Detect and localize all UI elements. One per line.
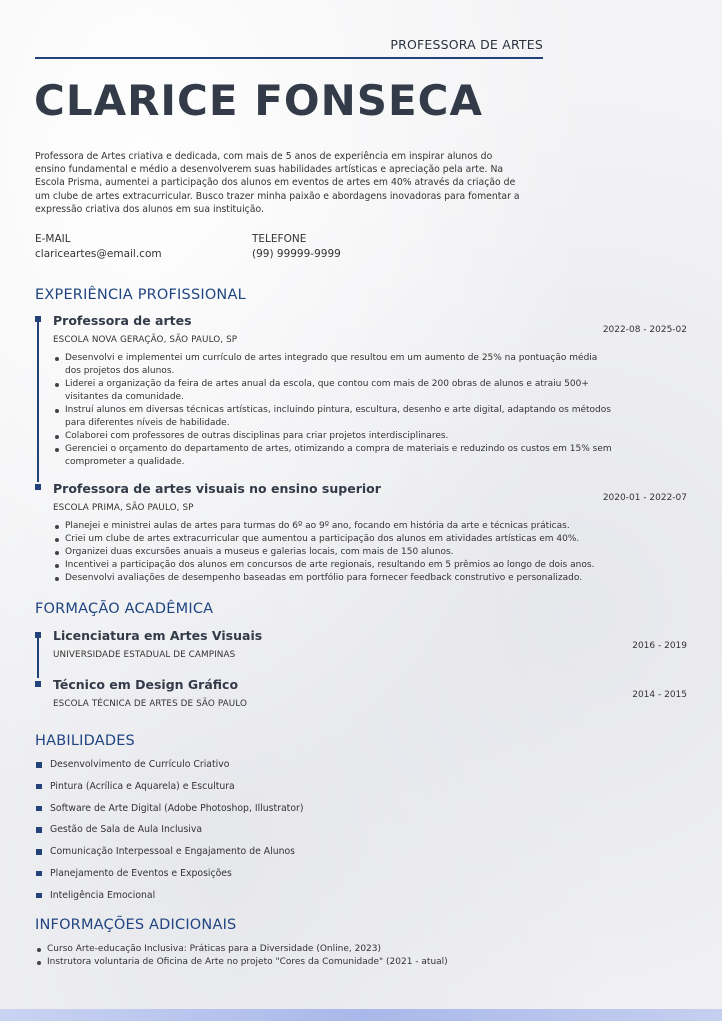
list-item: Desenvolvi avaliações de desempenho baseadas em portfólio para fornecer feedback construtivo e personalizado. bbox=[53, 572, 613, 585]
experience-dates: 2022-08 - 2025-02 bbox=[602, 325, 687, 335]
list-item: Organizei duas excursões anuais a museus e galerias locais, com mais de 150 alunos. bbox=[53, 546, 613, 559]
education-school: ESCOLA TÉCNICA DE ARTES DE SÃO PAULO bbox=[53, 699, 248, 709]
timeline-marker bbox=[35, 484, 41, 490]
footer-band bbox=[0, 1009, 722, 1021]
list-item: Liderei a organização da feira de artes anual da escola, que contou com mais de 200 obras de alunos e atraiu 500+ visitantes da comunidade. bbox=[53, 378, 613, 404]
list-item: Curso Arte-educação Inclusiva: Práticas para a Diversidade (Online, 2023) bbox=[35, 943, 635, 956]
list-item: Criei um clube de artes extracurricular que aumentou a participação dos alunos em atividades artísticas em 40%. bbox=[53, 533, 613, 546]
experience-dates: 2020-01 - 2022-07 bbox=[602, 493, 687, 503]
experience-bullets bbox=[53, 352, 613, 469]
list-item: Desenvolvi e implementei um currículo de artes integrado que resultou em um aumento de 25% na pontuação média dos projetos dos alunos. bbox=[53, 352, 613, 378]
skill-item: Desenvolvimento de Currículo Criativo bbox=[35, 758, 303, 780]
list-item: Planejei e ministrei aulas de artes para turmas do 6º ao 9º ano, focando em história da arte e técnicas práticas. bbox=[53, 520, 613, 533]
education-degree: Técnico em Design Gráfico bbox=[53, 677, 239, 692]
experience-role: Professora de artes visuais no ensino superior bbox=[53, 481, 381, 496]
experience-role: Professora de artes bbox=[53, 313, 192, 328]
list-item: Incentivei a participação dos alunos em concursos de arte regionais, resultando em 5 prêmios ao longo de dois anos. bbox=[53, 559, 613, 572]
professional-summary: Professora de Artes criativa e dedicada, com mais de 5 anos de experiência em inspirar alunos do ensino fundamental e médio a desenvolverem suas habilidades artísticas e apreciação pela arte. Na Escola Prisma, aumentei a participação dos alunos em eventos de artes em 40% através da criação de um clube de artes extracurricular. Busco trazer minha paixão e abordagens inovadoras para fomentar a expressão criativa dos alunos em sua instituição. bbox=[35, 151, 520, 215]
education-section-title: FORMAÇÃO ACADÊMICA bbox=[35, 601, 214, 617]
email-label: E-MAIL bbox=[35, 233, 71, 245]
education-degree: Licenciatura em Artes Visuais bbox=[53, 628, 263, 643]
experience-org: ESCOLA NOVA GERAÇÃO, SÃO PAULO, SP bbox=[53, 335, 238, 345]
additional-info-list bbox=[35, 943, 635, 969]
skill-item: Inteligência Emocional bbox=[35, 889, 303, 911]
education-timeline bbox=[37, 632, 39, 678]
skill-item: Comunicação Interpessoal e Engajamento de Alunos bbox=[35, 845, 303, 867]
skill-item: Gestão de Sala de Aula Inclusiva bbox=[35, 823, 303, 845]
timeline-marker bbox=[35, 632, 41, 638]
list-item: Instruí alunos em diversas técnicas artísticas, incluindo pintura, escultura, desenho e arte digital, adaptando os métodos para diferentes níveis de habilidade. bbox=[53, 404, 613, 430]
list-item: Colaborei com professores de outras disciplinas para criar projetos interdisciplinares. bbox=[53, 430, 613, 443]
header-divider bbox=[35, 57, 543, 59]
skill-item: Software de Arte Digital (Adobe Photoshop, Illustrator) bbox=[35, 802, 303, 824]
job-title: PROFESSORA DE ARTES bbox=[390, 37, 543, 52]
list-item: Gerenciei o orçamento do departamento de artes, otimizando a compra de materiais e reduzindo os custos em 15% sem comprometer a qualidade. bbox=[53, 443, 613, 469]
timeline-marker bbox=[35, 681, 41, 687]
additional-info-section-title: INFORMAÇÕES ADICIONAIS bbox=[35, 917, 237, 933]
experience-org: ESCOLA PRIMA, SÃO PAULO, SP bbox=[53, 503, 194, 513]
phone-value[interactable]: (99) 99999-9999 bbox=[252, 248, 341, 260]
phone-label: TELEFONE bbox=[252, 233, 307, 245]
timeline-marker bbox=[35, 316, 41, 322]
experience-bullets bbox=[53, 520, 613, 585]
skills-list bbox=[35, 758, 303, 911]
education-dates: 2014 - 2015 bbox=[632, 690, 687, 700]
education-dates: 2016 - 2019 bbox=[632, 641, 687, 651]
experience-section-title: EXPERIÊNCIA PROFISSIONAL bbox=[35, 287, 246, 303]
skills-section-title: HABILIDADES bbox=[35, 733, 135, 749]
candidate-name: CLARICE FONSECA bbox=[34, 76, 484, 125]
list-item: Instrutora voluntaria de Oficina de Arte no projeto "Cores da Comunidade" (2021 - atual) bbox=[35, 956, 635, 969]
experience-timeline bbox=[37, 316, 39, 482]
education-school: UNIVERSIDADE ESTADUAL DE CAMPINAS bbox=[53, 650, 236, 660]
skill-item: Pintura (Acrílica e Aquarela) e Escultura bbox=[35, 780, 303, 802]
email-value[interactable]: clariceartes@email.com bbox=[35, 248, 162, 260]
skill-item: Planejamento de Eventos e Exposições bbox=[35, 867, 303, 889]
